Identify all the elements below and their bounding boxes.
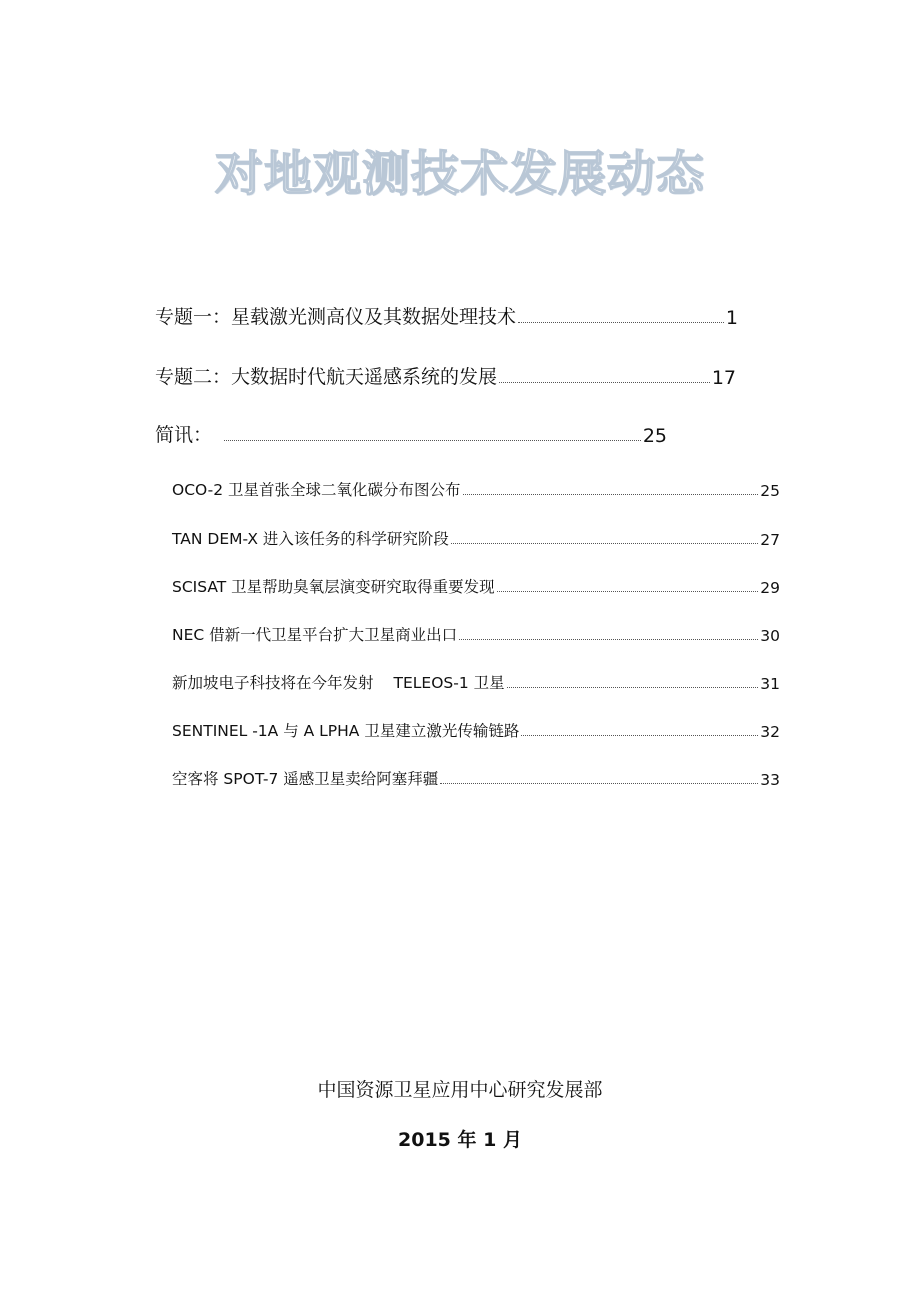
toc-leader-dots [497, 590, 759, 592]
toc-entry-label: 简讯： [155, 424, 213, 446]
toc-subentry-label: OCO-2 卫星首张全球二氧化碳分布图公布 [172, 481, 461, 499]
toc-leader-dots [224, 439, 641, 441]
toc-subentry-page: 31 [760, 675, 780, 693]
toc-entry-topic-1[interactable] [155, 302, 738, 329]
toc-subentry-page: 33 [760, 771, 780, 789]
toc-subentry-oco2[interactable] [172, 478, 780, 500]
toc-subentry-spot7[interactable] [172, 767, 780, 789]
toc-subentry-page: 27 [760, 531, 780, 549]
publication-date: 2015 年 1 月 [398, 1129, 522, 1151]
toc-leader-dots [518, 321, 724, 323]
toc-subentry-page: 30 [760, 627, 780, 645]
toc-entry-page: 25 [642, 425, 667, 447]
toc-leader-dots [451, 542, 758, 544]
toc-subentry-page: 29 [760, 579, 780, 597]
toc-entry-topic-2[interactable] [155, 362, 736, 389]
toc-leader-dots [521, 734, 758, 736]
toc-subentry-label-b: TELEOS-1 卫星 [393, 674, 505, 692]
toc-subentry-nec[interactable] [172, 623, 780, 645]
toc-entry-page: 17 [711, 367, 736, 389]
toc-entry-briefs[interactable] [155, 420, 667, 447]
toc-entry-label: 专题二：大数据时代航天遥感系统的发展 [155, 366, 498, 388]
toc-subentry-teleos[interactable] [172, 671, 780, 693]
toc-leader-dots [440, 782, 758, 784]
toc-subentry-page: 32 [760, 723, 780, 741]
publisher-organization: 中国资源卫星应用中心研究发展部 [317, 1079, 603, 1101]
toc-subentry-tandemx[interactable] [172, 527, 780, 549]
toc-entry-label: 专题一：星载激光测高仪及其数据处理技术 [155, 306, 517, 328]
toc-subentry-sentinel[interactable] [172, 719, 780, 741]
toc-leader-dots [499, 381, 710, 383]
toc-subentry-label: SENTINEL -1A 与 A LPHA 卫星建立激光传输链路 [172, 722, 520, 740]
toc-leader-dots [507, 686, 759, 688]
toc-leader-dots [459, 638, 758, 640]
toc-subentry-label: TAN DEM-X 进入该任务的科学研究阶段 [172, 530, 449, 548]
toc-leader-dots [463, 493, 759, 495]
toc-subentry-label: NEC 借新一代卫星平台扩大卫星商业出口 [172, 626, 458, 644]
document-title: 对地观测技术发展动态 [214, 146, 705, 202]
toc-subentry-scisat[interactable] [172, 575, 780, 597]
toc-subentry-page: 25 [760, 482, 780, 500]
toc-subentry-label: 空客将 SPOT-7 遥感卫星卖给阿塞拜疆 [172, 770, 439, 788]
toc-entry-page: 1 [725, 307, 738, 329]
toc-subentry-label: SCISAT 卫星帮助臭氧层演变研究取得重要发现 [172, 578, 495, 596]
toc-subentry-label-a: 新加坡电子科技将在今年发射 [172, 674, 374, 692]
